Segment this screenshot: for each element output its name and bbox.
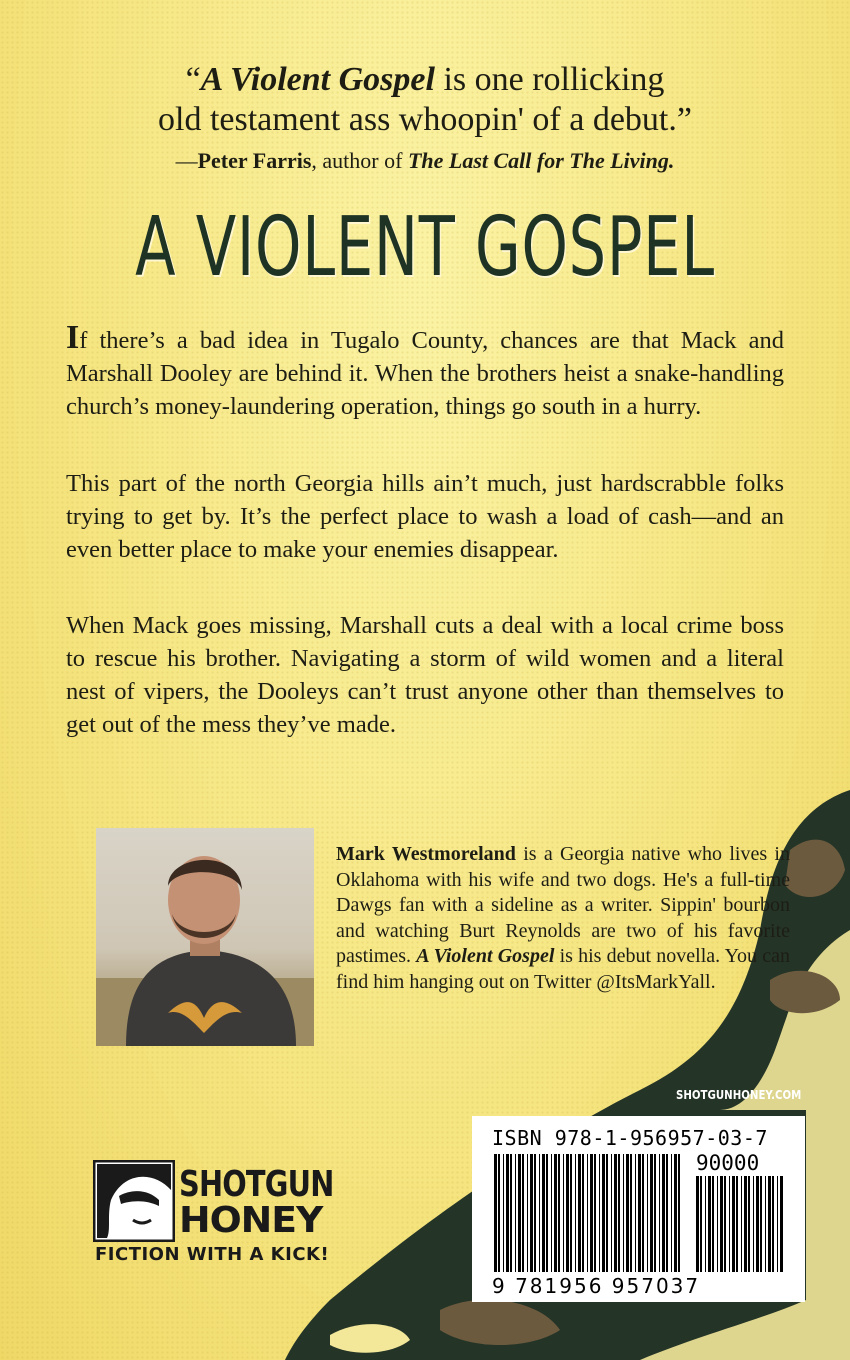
barcode-bar: [724, 1176, 726, 1272]
barcode-bar: [732, 1176, 735, 1272]
barcode-bar: [760, 1176, 762, 1272]
barcode-bar: [708, 1176, 711, 1272]
barcode-bar: [705, 1176, 706, 1272]
barcode-bar: [554, 1154, 557, 1272]
barcode-bar: [736, 1176, 738, 1272]
barcode-bar: [606, 1154, 608, 1272]
barcode-bar: [563, 1154, 564, 1272]
isbn-text: ISBN 978-1-956957-03-7: [492, 1126, 768, 1150]
barcode-bar: [590, 1154, 593, 1272]
barcode-bar: [611, 1154, 612, 1272]
barcode-bar: [729, 1176, 730, 1272]
barcode-bar: [575, 1154, 576, 1272]
author-bio: Mark Westmoreland is a Georgia native who lives in Oklahoma with his wife and two dogs. He's a full-time Dawgs fan with a sideline as a writer. Sippin' bourbon and watching Burt Reynolds are two of his favorite pastimes. A Violent Gospel is his debut novella. You can find him hanging out on Twitter @ItsMarkYall.: [336, 843, 790, 993]
barcode-bar: [570, 1154, 572, 1272]
barcode-bar: [518, 1154, 521, 1272]
ean-digits: 9 781956 957037: [492, 1274, 701, 1298]
barcode-bar: [720, 1176, 723, 1272]
barcode-bar: [741, 1176, 742, 1272]
pinup-face-icon: [93, 1160, 175, 1242]
barcode-bar: [614, 1154, 617, 1272]
barcode-bar: [696, 1176, 699, 1272]
barcode-bar: [772, 1176, 774, 1272]
barcode-bar: [594, 1154, 596, 1272]
barcode-bar: [678, 1154, 680, 1272]
blurb-paragraph-3: When Mack goes missing, Marshall cuts a deal with a local crime boss to rescue his brother. Navigating a storm of wild women and a literal nest of vipers, the Dooleys can’t trust anyone other than themselves to get out of the mess they’ve made.: [66, 612, 784, 738]
barcode-bar: [671, 1154, 672, 1272]
barcode-bar: [717, 1176, 718, 1272]
quote-attribution: —Peter Farris, author of The Last Call for The Living.: [175, 148, 675, 173]
barcode-bar: [712, 1176, 714, 1272]
barcode-bar: [498, 1154, 500, 1272]
barcode-bar: [674, 1154, 677, 1272]
barcode-bar: [780, 1176, 783, 1272]
barcode-bar: [558, 1154, 560, 1272]
barcode-bar: [582, 1154, 584, 1272]
drop-cap: I: [66, 319, 80, 356]
publisher-tagline: FICTION WITH A KICK!: [95, 1244, 330, 1265]
barcode-bar: [623, 1154, 624, 1272]
barcode-bar: [638, 1154, 641, 1272]
barcode-bar: [654, 1154, 656, 1272]
barcode-bar: [566, 1154, 569, 1272]
barcode-bar: [546, 1154, 548, 1272]
barcode-bar: [777, 1176, 778, 1272]
barcode-bar: [527, 1154, 528, 1272]
barcode-bar: [635, 1154, 636, 1272]
barcode-bar: [530, 1154, 533, 1272]
barcode-bar: [768, 1176, 771, 1272]
publisher-logo: [93, 1160, 393, 1270]
barcode-bar: [748, 1176, 750, 1272]
author-photo: [96, 828, 314, 1046]
barcode-bar: [534, 1154, 536, 1272]
barcode-bar: [506, 1154, 509, 1272]
website-url: SHOTGUNHONEY.COM: [676, 1088, 802, 1102]
barcode-bar: [647, 1154, 648, 1272]
barcode-bar: [662, 1154, 665, 1272]
barcode-bar: [630, 1154, 632, 1272]
barcode-bar: [753, 1176, 754, 1272]
quote-line-2: old testament ass whoopin' of a debut.”: [158, 101, 692, 138]
barcode-bar: [744, 1176, 747, 1272]
barcode-bar: [599, 1154, 600, 1272]
barcode-bar: [578, 1154, 581, 1272]
barcode-bar: [602, 1154, 605, 1272]
barcode-bar: [642, 1154, 644, 1272]
publisher-name-bottom: HONEY: [179, 1200, 323, 1241]
barcode-bar: [756, 1176, 759, 1272]
barcode-bar: [666, 1154, 668, 1272]
barcode-bar: [551, 1154, 552, 1272]
barcode-bar: [494, 1154, 497, 1272]
blurb-paragraph-2: This part of the north Georgia hills ain’t much, just hardscrabble folks trying to get by. It’s the perfect place to wash a load of cash—and an even better place to make your enemies disappear.: [66, 470, 784, 563]
blurb-paragraph-1: If there’s a bad idea in Tugalo County, chances are that Mack and Marshall Dooley are behind it. When the brothers heist a snake-handling church’s money-laundering operation, things go south in a hurry.: [66, 319, 784, 420]
barcode-bar: [510, 1154, 512, 1272]
barcode-bar: [618, 1154, 620, 1272]
barcode-bar: [503, 1154, 504, 1272]
book-title: A VIOLENT GOSPEL: [135, 200, 715, 295]
barcode-bar: [542, 1154, 545, 1272]
barcode-bar: [587, 1154, 588, 1272]
barcode-bar: [515, 1154, 516, 1272]
price-code: 90000: [696, 1151, 760, 1175]
barcode-bar: [659, 1154, 660, 1272]
quote-line-1: “A Violent Gospel is one rollicking: [185, 61, 665, 98]
barcode-bar: [539, 1154, 540, 1272]
barcode-bar: [765, 1176, 766, 1272]
barcode-bar: [650, 1154, 653, 1272]
barcode-bar: [626, 1154, 629, 1272]
barcode-bar: [522, 1154, 524, 1272]
publisher-name-top: SHOTGUN: [179, 1164, 334, 1205]
barcode-box: [472, 1116, 805, 1302]
barcode-bar: [700, 1176, 702, 1272]
